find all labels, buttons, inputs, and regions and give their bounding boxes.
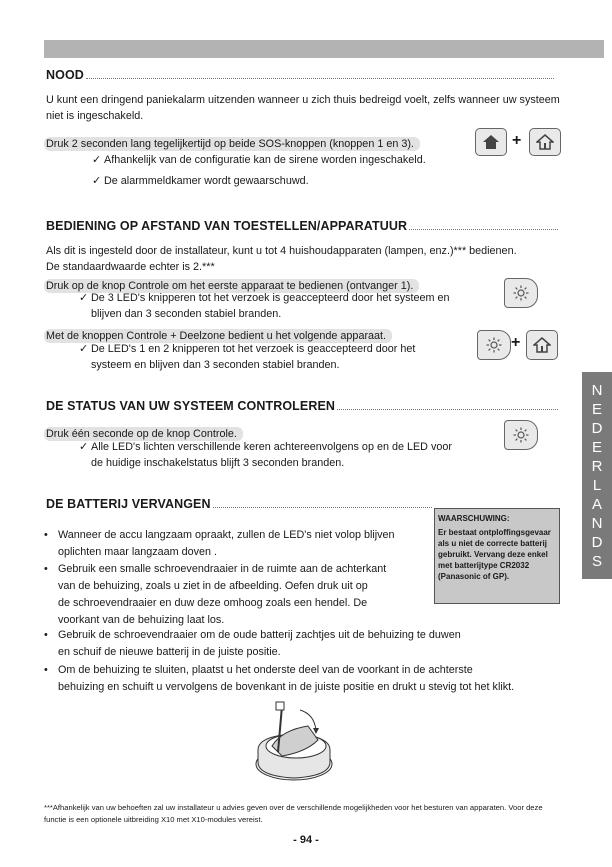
battery-bullet-2: • Gebruik een smalle schroevendraaier in de ruimte aan de achterkant van de behuizing, zoals u ziet in de afbeelding. Oefen druk uit op de schroevendraaier en duw deze omhoog zoals een hendel. De voorkant van de behuizing laat los. bbox=[44, 563, 387, 626]
page-number: - 94 - bbox=[293, 834, 319, 846]
section-title-status: DE STATUS VAN UW SYSTEEM CONTROLEREN bbox=[46, 399, 558, 413]
control-button[interactable] bbox=[504, 278, 538, 308]
bediening-check-1: ✓ De 3 LED's knipperen tot het verzoek is geaccepteerd door het systeem en blijven dan 3 seconden stabiel branden. bbox=[79, 292, 450, 320]
nood-instruction: Druk 2 seconden lang tegelijkertijd op beide SOS-knoppen (knoppen 1 en 3). bbox=[44, 134, 420, 152]
battery-replacement-illustration bbox=[252, 700, 338, 784]
house-sos-icon bbox=[482, 134, 500, 150]
partial-zone-house-icon bbox=[533, 337, 551, 353]
language-tab: N E D E R L A N D S bbox=[582, 372, 612, 579]
header-bar bbox=[44, 40, 604, 58]
control-button-combo[interactable] bbox=[477, 330, 511, 360]
sos-button-3[interactable] bbox=[529, 128, 561, 156]
footnote: ***Afhankelijk van uw behoeften zal uw installateur u advies geven over de verschillende mogelijkheden voor het besturen van apparaten. Voor deze functie is een optionele uitbreiding X10 met X10-modules vereist. bbox=[44, 803, 543, 824]
nood-check-1: ✓ Afhankelijk van de configuratie kan de sirene worden ingeschakeld. bbox=[92, 154, 426, 166]
battery-bullet-3: • Gebruik de schroevendraaier om de oude batterij zachtjes uit de behuizing te duwen en schuif de nieuwe batterij in de juiste positie. bbox=[44, 629, 461, 658]
section-title-bediening: BEDIENING OP AFSTAND VAN TOESTELLEN/APPARATUUR bbox=[46, 219, 558, 233]
house-arm-icon bbox=[536, 134, 554, 150]
nood-check-2: ✓ De alarmmeldkamer wordt gewaarschuwd. bbox=[92, 175, 309, 187]
warning-box: WAARSCHUWING: Er bestaat ontploffingsgevaar als u niet de correcte batterij gebruikt. Vervang deze enkel met batterijtype CR2032 (Panasonic of GP). bbox=[434, 508, 560, 604]
plus-sign: + bbox=[511, 334, 521, 351]
partial-zone-button[interactable] bbox=[526, 330, 558, 360]
nood-intro: U kunt een dringend paniekalarm uitzenden wanneer u zich thuis bedreigd voelt, zelfs wanneer uw systeem niet is ingeschakeld. bbox=[46, 94, 560, 122]
plus-sign: + bbox=[512, 132, 522, 149]
bediening-instruction-2: Met de knoppen Controle + Deelzone bedient u het volgende apparaat. bbox=[44, 326, 392, 344]
battery-bullet-1: • Wanneer de accu langzaam opraakt, zullen de LED's niet volop blijven oplichten maar langzaam doven . bbox=[44, 529, 395, 558]
control-sun-icon bbox=[513, 285, 529, 301]
control-sun-icon bbox=[513, 427, 529, 443]
section-title-nood: NOOD bbox=[46, 68, 554, 82]
bediening-intro-1: Als dit is ingesteld door de installateur, kunt u tot 4 huishoudapparaten (lampen, enz.)*** bedienen. bbox=[46, 245, 517, 257]
control-button-status[interactable] bbox=[504, 420, 538, 450]
section-title-batterij: DE BATTERIJ VERVANGEN bbox=[46, 497, 432, 511]
battery-bullet-4: • Om de behuizing te sluiten, plaatst u het onderste deel van de voorkant in de achterste behuizing en schuift u vervolgens de bovenkant in de juiste positie en drukt u stevig tot het klikt. bbox=[44, 664, 515, 693]
status-instruction: Druk één seconde op de knop Controle. bbox=[44, 424, 243, 442]
sos-button-1[interactable] bbox=[475, 128, 507, 156]
bediening-intro-2: De standaardwaarde echter is 2.*** bbox=[46, 261, 215, 273]
bediening-instruction-1: Druk op de knop Controle om het eerste apparaat te bedienen (ontvanger 1). bbox=[44, 276, 419, 294]
bediening-check-2: ✓ De LED's 1 en 2 knipperen tot het verzoek is geaccepteerd door het systeem en blijven dan 3 seconden stabiel branden. bbox=[79, 343, 416, 371]
control-sun-icon bbox=[486, 337, 502, 353]
status-check: ✓ Alle LED's lichten verschillende keren achtereenvolgens op en de LED voor de huidige inschakelstatus blijft 3 seconden branden. bbox=[79, 441, 452, 469]
